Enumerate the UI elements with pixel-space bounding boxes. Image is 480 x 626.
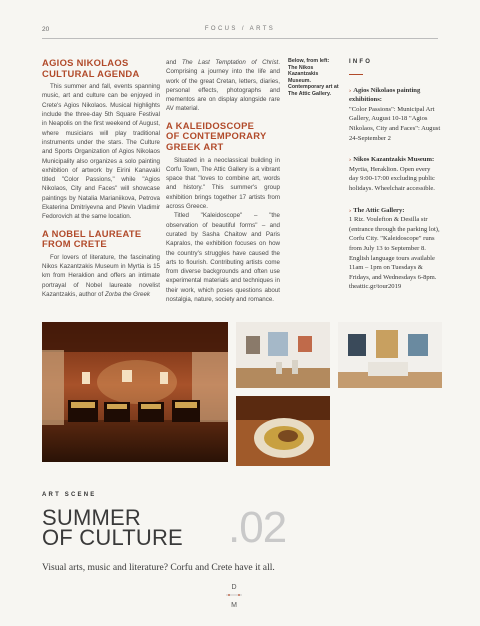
photo-caption: Below, from left: The Nikos Kazantzakis Museum. Contemporary art at The Attic Gallery. bbox=[288, 58, 339, 97]
heading-line: GREEK ART bbox=[166, 140, 224, 152]
header-divider bbox=[42, 38, 438, 39]
feature-tag: ART SCENE bbox=[42, 492, 97, 498]
logo-letter-top: D bbox=[231, 584, 237, 591]
museum-interior-photo bbox=[42, 322, 228, 462]
paragraph-kaleidoscope-1: Situated in a neoclassical building in Corfu Town, The Attic Gallery is a vibrant space that "loves to combine art, words and history." This summer's group exhibition brings together 17 artists from across Greece. bbox=[166, 156, 280, 211]
paragraph-agios: This summer and fall, events spanning music, art and culture can be enjoyed in Crete's Agios Nikolaos. Musical highlights include the three-day 5th Square Festival in Neapolis on the first weekend of August, where musicians will play traditional instruments under the stars. The Culture and Sports Organization of Agios Nikolaos Municipality also organizes a solo painting exhibition of artwork by Eirini Kanavaki titled "Color Passions," while "Agios Nikolaos, City and Faces" will showcase paintings by Natalia Marianiikova, Petrova Ekaterina Dmitriyevna and Plevin Vladimir Fedorovich at the same location. bbox=[42, 83, 160, 221]
section-label: FOCUS / ARTS bbox=[204, 26, 276, 32]
arrow-right-icon: › bbox=[349, 156, 352, 164]
feature-title-line: OF CULTURE bbox=[42, 525, 183, 550]
paragraph-text: For lovers of literature, the fascinating Nikos Kazantzakis Museum in Myrtia is 15 km from Heraklion and offers an intimate portrayal of Nobel laureate novelist Kazantzakis, author of bbox=[42, 253, 160, 299]
feature-title bbox=[42, 505, 183, 550]
paragraph-text: . Comprising a journey into the life and work of the great Cretan, letters, diaries, personal effects, photographs and mementos are on display alongside rare AV material. bbox=[166, 59, 281, 113]
info-sidebar bbox=[349, 58, 441, 304]
page-number: 20 bbox=[42, 26, 50, 33]
info-title: INFO bbox=[349, 59, 373, 65]
arrow-right-icon: › bbox=[349, 206, 352, 214]
info-heading bbox=[349, 86, 441, 105]
heading-line: CULTURAL AGENDA bbox=[42, 67, 140, 79]
heading-kaleidoscope bbox=[166, 121, 280, 153]
column-1 bbox=[42, 58, 160, 299]
heading-line: OF CONTEMPORARY bbox=[166, 130, 267, 142]
feature-title-line: SUMMER bbox=[42, 505, 141, 530]
heading-agios bbox=[42, 58, 160, 79]
info-block-agios bbox=[349, 86, 441, 144]
column-2 bbox=[166, 58, 280, 304]
info-block-museum bbox=[349, 155, 441, 193]
book-title: The Last Temptation of Christ bbox=[181, 59, 279, 66]
info-body: 1 Riz. Voulefton & Desilla str (entrance through the parking lot), Corfu City. "Kaleidoscope" runs from July 13 to September 8. English language tours available 11am – 1pm on Tuesdays & Fridays, and Wednesdays 6-8pm. theattic.gr/tour2019 bbox=[349, 216, 440, 291]
gallery-artworks-photo bbox=[338, 322, 442, 388]
info-heading bbox=[349, 206, 441, 216]
feature-number: .02 bbox=[228, 503, 287, 552]
heading-laureate bbox=[42, 229, 160, 250]
info-heading-text: Agios Nikolaos painting exhibitions: bbox=[349, 86, 421, 104]
book-title: Zorba the Greek bbox=[104, 291, 151, 299]
gallery-room-image bbox=[236, 322, 330, 388]
paragraph-laureate-end bbox=[166, 58, 280, 114]
gallery-room-photo bbox=[236, 322, 330, 388]
info-body: "Color Passions": Municipal Art Gallery, August 10-18 "Agios Nikolaos, City and Faces": August 24-September 2 bbox=[349, 105, 441, 142]
info-heading-text: Nikos Kazantzakis Museum: bbox=[353, 156, 435, 164]
info-heading-text: The Attic Gallery: bbox=[353, 206, 405, 214]
heading-line: A KALEIDOSCOPE bbox=[166, 119, 255, 131]
heading-line: AGIOS NIKOLAOS bbox=[42, 57, 129, 68]
info-body: Myrtia, Heraklion. Open every day 9:00-17:00 excluding public holidays. Wheelchair accessible. bbox=[349, 165, 435, 192]
paragraph-kaleidoscope-2: Titled "Kaleidoscope" – "the observation of beautiful forms" – and curated by Sasha Chaitow and Paris Kapralos, the exhibition focuses on how the country's struggles have caused the arts to flourish. Contributing artists come from diverse backgrounds and often use experimental materials and techniques in their work, which poses questions about nostalgia, nature, society and romance. bbox=[166, 212, 280, 304]
heading-line: A NOBEL LAUREATE bbox=[42, 227, 142, 239]
dm-logo-icon bbox=[222, 580, 246, 610]
museum-interior-image bbox=[42, 322, 228, 462]
logo-letter-bottom: M bbox=[231, 602, 237, 609]
info-heading bbox=[349, 155, 441, 165]
feature-subtitle: Visual arts, music and literature? Corfu and Crete have it all. bbox=[42, 562, 275, 573]
gallery-artworks-image bbox=[338, 322, 442, 388]
arrow-right-icon: › bbox=[349, 86, 352, 94]
info-block-gallery bbox=[349, 206, 441, 292]
sculpture-image bbox=[236, 396, 330, 466]
logo-dot bbox=[238, 594, 240, 596]
logo-dot bbox=[228, 594, 230, 596]
info-divider bbox=[349, 74, 363, 75]
heading-line: FROM CRETE bbox=[42, 238, 107, 250]
paragraph-text: and bbox=[166, 59, 182, 66]
sculpture-photo bbox=[236, 396, 330, 466]
paragraph-laureate-start bbox=[42, 253, 160, 299]
